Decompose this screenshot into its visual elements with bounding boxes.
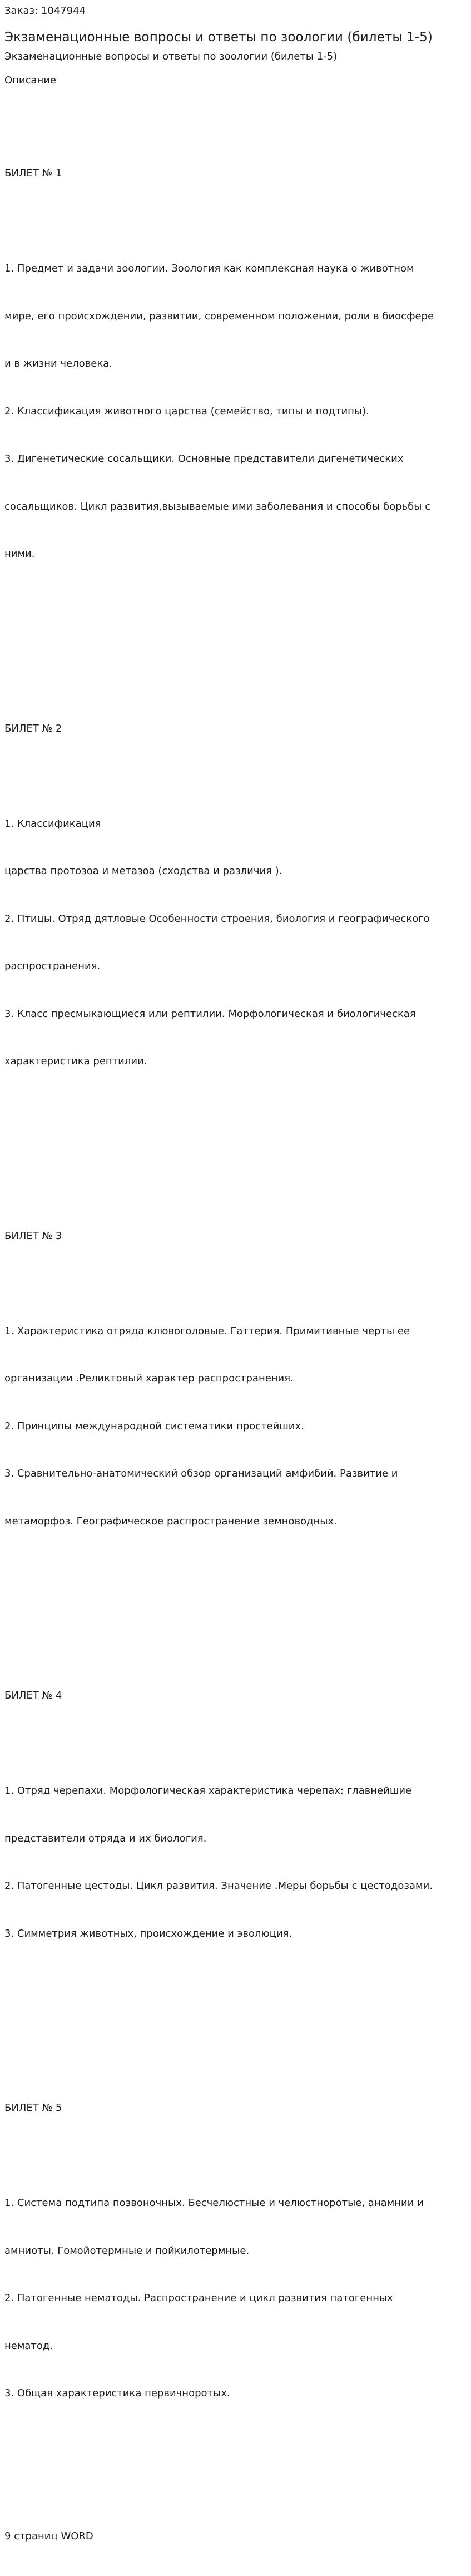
description-body — [4, 102, 467, 2576]
ticket-line: нематод. — [4, 2340, 53, 2352]
ticket-heading: БИЛЕТ № 5 — [4, 2102, 62, 2114]
ticket-line: 1. Предмет и задачи зоологии. Зоология как комплексная наука о животном — [4, 263, 414, 274]
ticket-line: 2. Птицы. Отряд дятловые Особенности строения, биология и географического — [4, 912, 430, 925]
ticket-heading: БИЛЕТ № 3 — [4, 1230, 62, 1242]
page-subtitle: Экзаменационные вопросы и ответы по зоологии (билеты 1-5) — [4, 51, 338, 62]
ticket-heading: БИЛЕТ № 2 — [4, 722, 62, 734]
ticket-heading: БИЛЕТ № 4 — [4, 1690, 62, 1701]
ticket-line: метаморфоз. Географическое распространение земноводных. — [4, 1515, 337, 1527]
ticket-line: распространения. — [4, 960, 101, 972]
ticket-line: 1. Характеристика отряда клювоголовые. Гаттерия. Примитивные черты ее — [4, 1325, 410, 1337]
ticket-line: 2. Патогенные нематоды. Распространение и цикл развития патогенных — [4, 2292, 393, 2304]
ticket-line: 2. Патогенные цестоды. Цикл развития. Значение .Меры борьбы с цестодозами. — [4, 1880, 433, 1892]
ticket-line: характеристика рептилии. — [4, 1055, 147, 1067]
ticket-line: организации .Реликтовый характер распространения. — [4, 1373, 294, 1384]
ticket-line: 1. Классификация — [4, 817, 101, 830]
description-label: Описание — [4, 75, 57, 86]
ticket-line: 1. Система подтипа позвоночных. Бесчелюстные и челюстноротые, анамнии и — [4, 2197, 424, 2209]
ticket-line: и в жизни человека. — [4, 358, 112, 369]
ticket-line: 3. Дигенетические сосальщики. Основные представители дигенетических — [4, 453, 404, 465]
ticket-line: амниоты. Гомойотермные и пойкилотермные. — [4, 2244, 250, 2257]
ticket-line: мире, его происхождении, развитии, современном положении, роли в биосфере — [4, 310, 434, 322]
ticket-line: 2. Классификация животного царства (семейство, типы и подтипы). — [4, 405, 369, 417]
ticket-line: 3. Общая характеристика первичноротых. — [4, 2387, 230, 2399]
order-number: Заказ: 1047944 — [4, 5, 86, 17]
ticket-line: 2. Принципы международной систематики простейших. — [4, 1420, 304, 1432]
ticket-1 — [4, 134, 467, 641]
ticket-line: 3. Класс пресмыкающиеся или рептилии. Морфологическая и биологическая — [4, 1008, 416, 1020]
ticket-line: сосальщиков. Цикл развития,вызываемые ими заболевания и способы борьбы с — [4, 500, 431, 512]
page-count: 9 страниц WORD — [4, 2530, 93, 2542]
page-title: Экзаменационные вопросы и ответы по зоологии (билеты 1-5) — [4, 30, 433, 45]
ticket-line: 1. Отряд черепахи. Морфологическая характеристика черепах: главнейшие — [4, 1785, 412, 1797]
ticket-3 — [4, 1197, 467, 1609]
ticket-line: царства протозоа и метазоа (сходства и различия ). — [4, 865, 282, 877]
ticket-line: представители отряда и их биология. — [4, 1832, 207, 1844]
ticket-2 — [4, 689, 467, 1149]
ticket-4 — [4, 1656, 467, 2021]
ticket-line: 3. Симметрия животных, происхождение и эволюция. — [4, 1927, 292, 1940]
ticket-line: ними. — [4, 548, 35, 560]
ticket-line: 3. Сравнительно-анатомический обзор организаций амфибий. Развитие и — [4, 1468, 398, 1479]
ticket-5 — [4, 2069, 467, 2481]
ticket-heading: БИЛЕТ № 1 — [4, 167, 62, 179]
